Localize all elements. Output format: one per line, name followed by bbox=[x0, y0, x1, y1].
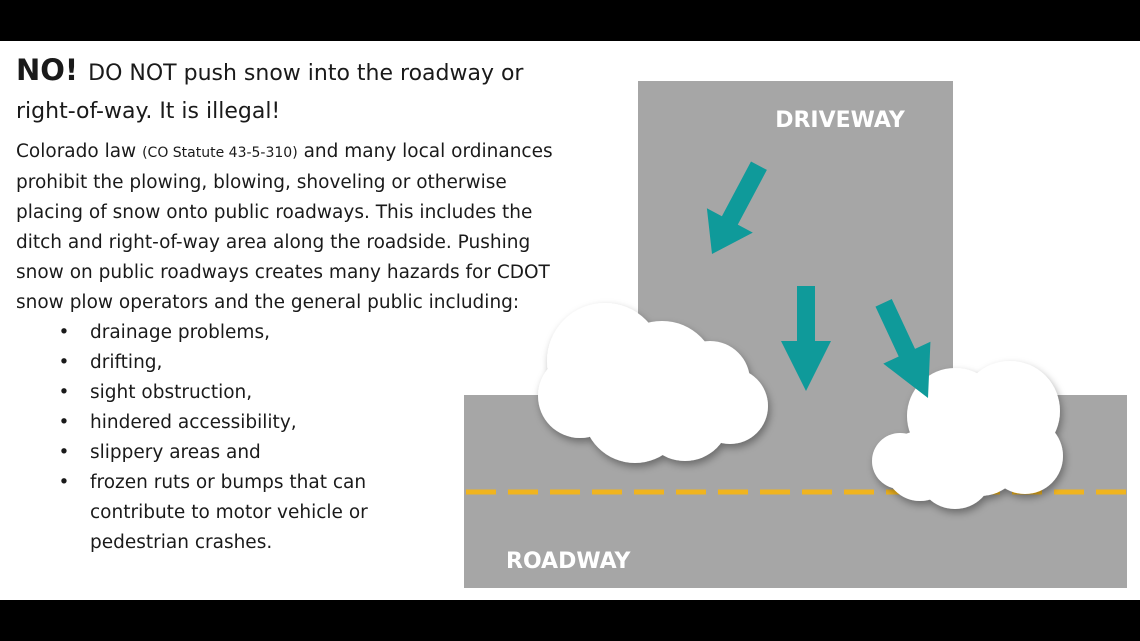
hazard-text: slippery areas and bbox=[90, 442, 261, 463]
law-rest: and many local ordinances prohibit the plowing, blowing, shoveling or otherwise placing of snow onto public roadways. This includes the ditch and right-of-way area along the roadside. Pushing snow on public roadways creates many hazards for CDOT snow plow operators and the general public including: bbox=[16, 141, 553, 313]
bullet-icon: • bbox=[58, 472, 70, 493]
statute-reference: (CO Statute 43-5-310) bbox=[142, 145, 298, 161]
list-item bbox=[16, 468, 410, 558]
law-lead: Colorado law bbox=[16, 141, 137, 162]
hazard-text: drifting, bbox=[90, 352, 163, 373]
headline-text: DO NOT push snow into the roadway or right-of-way. It is illegal! bbox=[16, 61, 524, 124]
bullet-icon: • bbox=[58, 322, 70, 343]
headline-emphasis: NO! bbox=[16, 53, 79, 87]
hazard-text: hindered accessibility, bbox=[90, 412, 297, 433]
letterbox-top bbox=[0, 0, 1140, 41]
bullet-icon: • bbox=[58, 352, 70, 373]
slide bbox=[0, 41, 1140, 600]
hazard-text: drainage problems, bbox=[90, 322, 270, 343]
letterbox-bottom bbox=[0, 600, 1140, 641]
bullet-icon: • bbox=[58, 442, 70, 463]
bullet-icon: • bbox=[58, 412, 70, 433]
bullet-icon: • bbox=[58, 382, 70, 403]
hazard-text: frozen ruts or bumps that can contribute to motor vehicle or pedestrian crashes. bbox=[90, 472, 368, 553]
driveway-diagram bbox=[440, 61, 1140, 600]
diagram-svg bbox=[440, 61, 1140, 600]
driveway-label: DRIVEWAY bbox=[775, 108, 905, 133]
roadway-label: ROADWAY bbox=[506, 549, 631, 574]
hazard-text: sight obstruction, bbox=[90, 382, 253, 403]
